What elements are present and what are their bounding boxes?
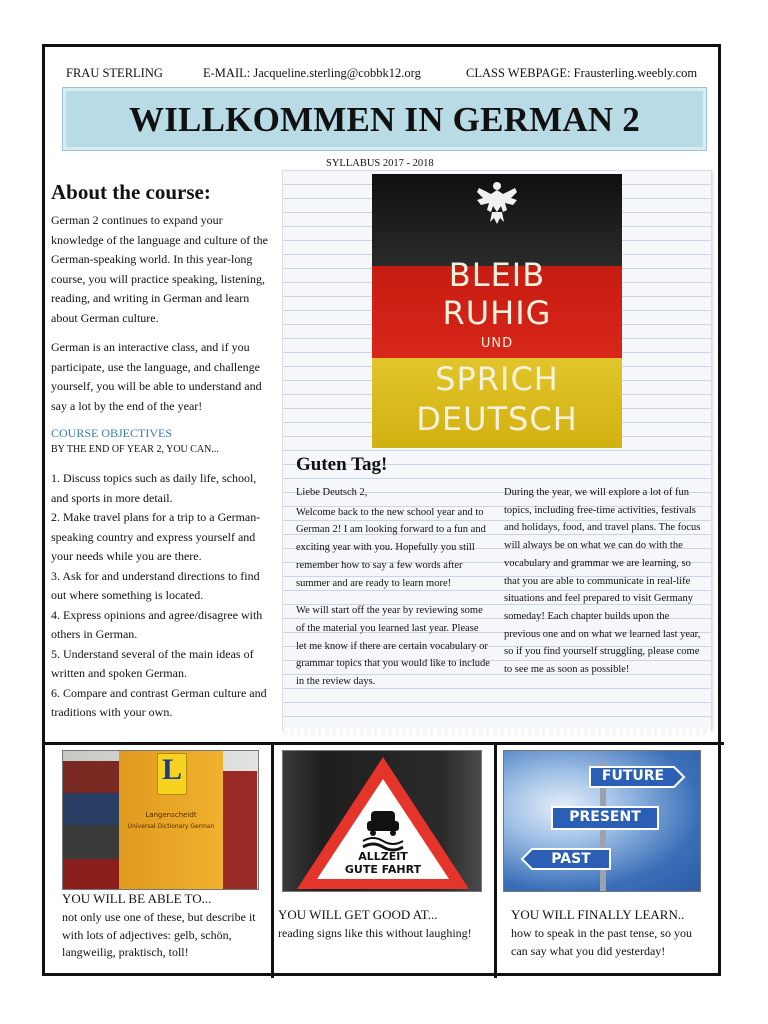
caption-text-2: reading signs like this without laughing! bbox=[278, 926, 472, 940]
letter-column-right bbox=[504, 484, 704, 679]
caption-title-2: YOU WILL GET GOOD AT... bbox=[278, 907, 438, 922]
objectives-subtitle: BY THE END OF YEAR 2, YOU CAN... bbox=[51, 444, 219, 455]
teacher-email[interactable]: E-MAIL: Jacqueline.sterling@cobbk12.org bbox=[203, 66, 421, 80]
syllabus-year: SYLLABUS 2017 - 2018 bbox=[326, 158, 434, 169]
sign-text-1: ALLZEIT bbox=[358, 850, 408, 863]
sign-text-2: GUTE FAHRT bbox=[344, 863, 422, 876]
caption-text-1: not only use one of these, but describe it with lots of adjectives: gelb, schön, langweilig, praktisch, toll! bbox=[62, 910, 256, 959]
page-title: WILLKOMMEN IN GERMAN 2 bbox=[129, 100, 640, 139]
about-title: About the course: bbox=[51, 180, 211, 204]
objective-item: 5. Understand several of the main ideas of written and spoken German. bbox=[51, 646, 254, 680]
objective-item: 3. Ask for and understand directions to find out where something is located. bbox=[51, 568, 260, 602]
caption-title-1: YOU WILL BE ABLE TO... bbox=[62, 891, 212, 906]
objectives-title: COURSE OBJECTIVES bbox=[51, 426, 173, 440]
signpost-photo bbox=[503, 750, 701, 892]
column-divider bbox=[494, 742, 497, 978]
poster-line-3: UND bbox=[480, 336, 514, 351]
section-divider bbox=[42, 742, 724, 745]
caption-text-3: how to speak in the past tense, so you can say what you did yesterday! bbox=[511, 926, 692, 958]
letter-paragraph-2: We will start off the year by reviewing some of the material you learned last year. Please let me know if there are certain vocabulary or grammar topics that you would like to include in the review days. bbox=[296, 605, 490, 688]
teacher-name: FRAU STERLING bbox=[66, 66, 163, 80]
caption-title-3: YOU WILL FINALLY LEARN.. bbox=[511, 907, 685, 922]
road-sign-photo bbox=[282, 750, 482, 892]
objective-item: 4. Express opinions and agree/disagree with others in German. bbox=[51, 607, 263, 641]
letter-paragraph-3: During the year, we will explore a lot of fun topics, including free-time activities, festivals and holidays, food, and travel plans. The focus will always be on what we can do with the vocabulary and grammar we are learning, so that you are able to communicate in real-life situations and feel prepared to visit Germany someday! Each chapter builds upon the previous one and on what we learned last year, so if you find yourself struggling, please come to see me as soon as possible! bbox=[504, 487, 701, 676]
letter-paragraph-1: Welcome back to the new school year and to German 2! I am looking forward to a fun and exciting year with you. Hopefully you still remember how to say a few words after summer and are ready to learn more! bbox=[296, 506, 486, 589]
sign-present: PRESENT bbox=[569, 809, 641, 825]
letter-column-left bbox=[296, 484, 491, 691]
sign-past: PAST bbox=[551, 851, 591, 867]
dictionary-book-title: Universal Dictionary German bbox=[127, 823, 215, 830]
objective-item: 1. Discuss topics such as daily life, school, and sports in more detail. bbox=[51, 471, 257, 505]
dictionary-brand: Langenscheidt bbox=[145, 811, 197, 819]
about-section bbox=[51, 180, 276, 723]
eagle-icon bbox=[475, 178, 519, 228]
objective-item: 6. Compare and contrast German culture and traditions with your own. bbox=[51, 685, 267, 719]
column-divider bbox=[271, 742, 274, 978]
letter-greeting: Liebe Deutsch 2, bbox=[296, 487, 368, 498]
sign-future: FUTURE bbox=[601, 768, 665, 784]
about-paragraph-1: German 2 continues to expand your knowledge of the language and culture of the German-speaking world. In this year-long course, you will practice speaking, listening, reading, and writing in German and learn about German culture. bbox=[51, 213, 268, 325]
poster-line-1: BLEIB bbox=[448, 256, 546, 294]
poster-line-2: RUHIG bbox=[442, 294, 552, 332]
keep-calm-poster bbox=[372, 174, 622, 448]
dictionary-photo bbox=[62, 750, 259, 890]
dictionary-logo: L bbox=[161, 753, 182, 786]
objectives-list bbox=[51, 469, 276, 723]
class-webpage[interactable]: CLASS WEBPAGE: Frausterling.weebly.com bbox=[466, 66, 698, 80]
poster-line-5: DEUTSCH bbox=[416, 400, 578, 438]
about-paragraph-2: German is an interactive class, and if you participate, use the language, and challenge yourself, you will be able to understand and say a lot by the end of the year! bbox=[51, 340, 262, 413]
title-banner bbox=[62, 87, 707, 151]
letter-title: Guten Tag! bbox=[296, 454, 388, 475]
objective-item: 2. Make travel plans for a trip to a German-speaking country and express yourself and your needs while you are there. bbox=[51, 510, 261, 563]
poster-line-4: SPRICH bbox=[435, 360, 559, 398]
